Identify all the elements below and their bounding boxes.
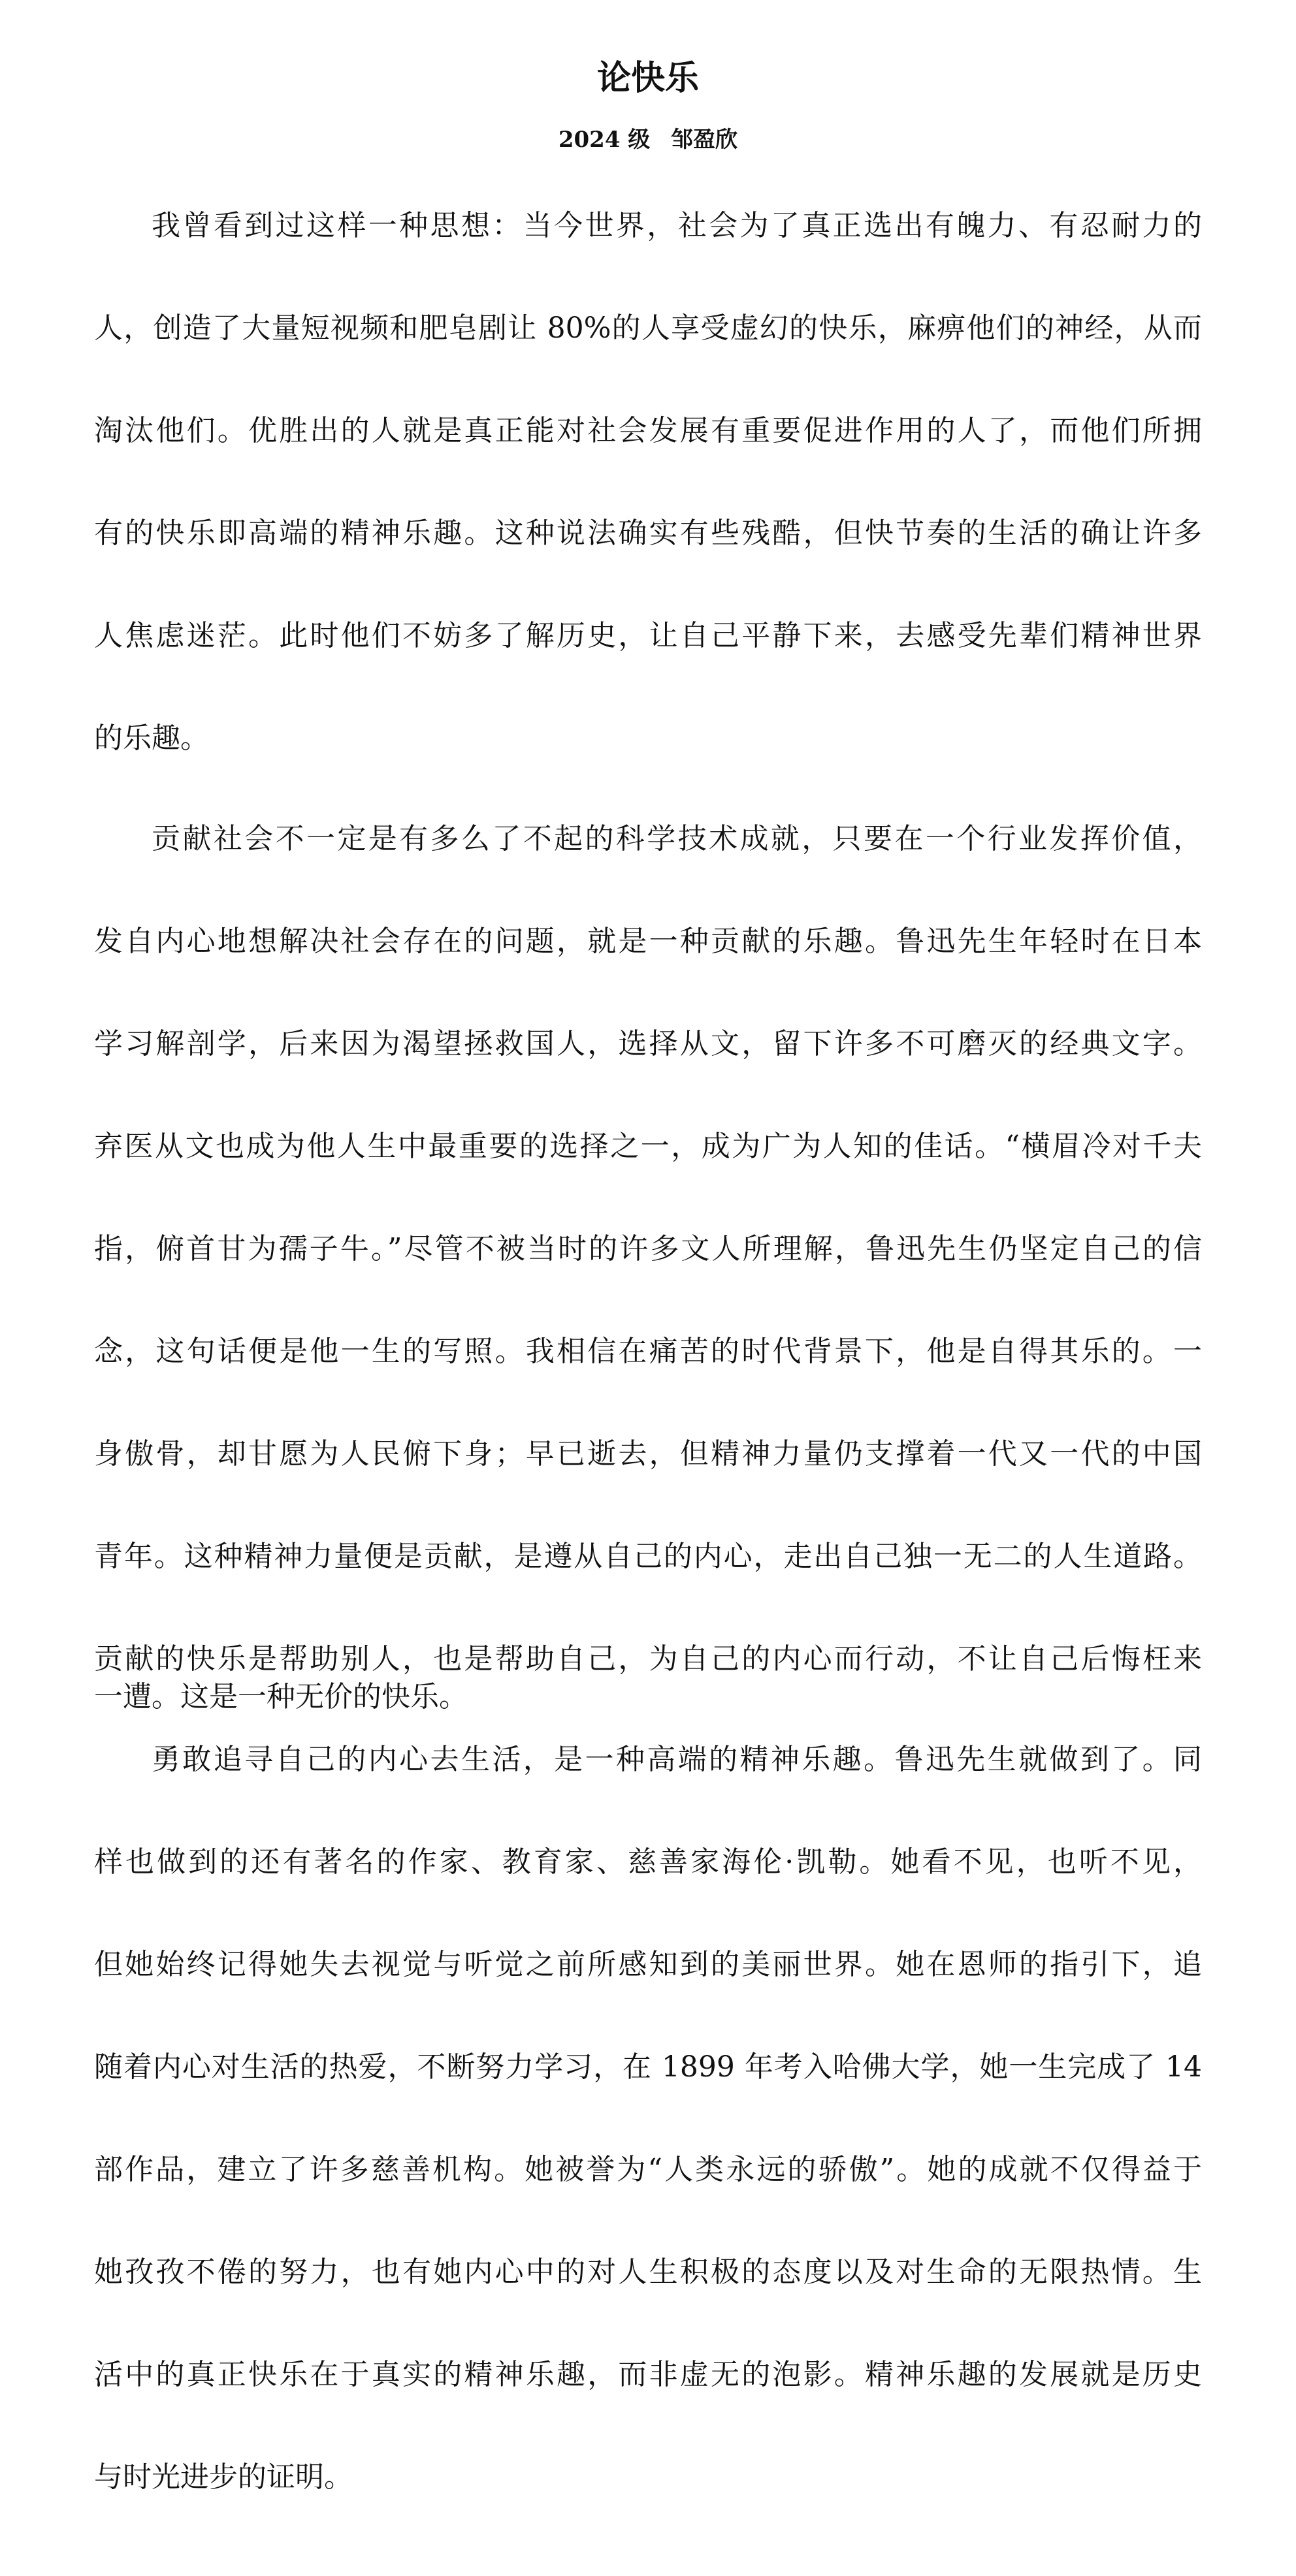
paragraph-2 — [94, 819, 1202, 1780]
paragraph-line: 一遭。这是一种无价的快乐。 — [94, 1680, 468, 1713]
paragraph-line: 身傲骨，却甘愿为人民俯下身；早已逝去，但精神力量仍支撑着一代又一代的中国 — [94, 1437, 1202, 1471]
paragraph-line: 部作品，建立了许多慈善机构。她被誉为“人类永远的骄傲”。她的成就不仅得益于 — [94, 2153, 1202, 2186]
paragraph-3 — [94, 1740, 1202, 2560]
paragraph-line: 人，创造了大量短视频和肥皂剧让 80%的人享受虚幻的快乐，麻痹他们的神经，从而 — [94, 311, 1202, 345]
paragraph-line: 发自内心地想解决社会存在的问题，就是一种贡献的乐趣。鲁迅先生年轻时在日本 — [94, 925, 1202, 958]
paragraph-line: 有的快乐即高端的精神乐趣。这种说法确实有些残酷，但快节奏的生活的确让许多 — [94, 517, 1202, 550]
paragraph-line: 活中的真正快乐在于真实的精神乐趣，而非虚无的泡影。精神乐趣的发展就是历史 — [94, 2358, 1202, 2391]
paragraph-line: 我曾看到过这样一种思想：当今世界，社会为了真正选出有魄力、有忍耐力的 — [152, 209, 1202, 242]
paragraph-line: 指，俯首甘为孺子牛。”尽管不被当时的许多文人所理解，鲁迅先生仍坚定自己的信 — [94, 1232, 1202, 1265]
paragraph-line: 人焦虑迷茫。此时他们不妨多了解历史，让自己平静下来，去感受先辈们精神世界 — [94, 619, 1202, 652]
paragraph-line: 贡献的快乐是帮助别人，也是帮助自己，为自己的内心而行动，不让自己后悔枉来 — [94, 1642, 1202, 1676]
paragraph-line: 但她始终记得她失去视觉与听觉之前所感知到的美丽世界。她在恩师的指引下，追 — [94, 1948, 1202, 1981]
paragraph-line: 学习解剖学，后来因为渴望拯救国人，选择从文，留下许多不可磨灭的经典文字。 — [94, 1027, 1202, 1060]
paragraph-line: 勇敢追寻自己的内心去生活，是一种高端的精神乐趣。鲁迅先生就做到了。同 — [152, 1743, 1202, 1776]
paragraph-line: 淘汰他们。优胜出的人就是真正能对社会发展有重要促进作用的人了，而他们所拥 — [94, 414, 1202, 447]
author-line — [0, 124, 1296, 155]
author-class-year: 2024 级 — [558, 127, 651, 153]
paragraph-line: 青年。这种精神力量便是贡献，是遵从自己的内心，走出自己独一无二的人生道路。 — [94, 1540, 1202, 1573]
paragraph-line: 随着内心对生活的热爱，不断努力学习，在 1899 年考入哈佛大学，她一生完成了 14 — [94, 2050, 1202, 2084]
paragraph-line: 与时光进步的证明。 — [94, 2460, 353, 2494]
paragraph-line: 的乐趣。 — [94, 722, 209, 755]
paragraph-1 — [94, 206, 1202, 821]
paragraph-line: 贡献社会不一定是有多么了不起的科学技术成就，只要在一个行业发挥价值， — [152, 822, 1202, 855]
paragraph-line: 样也做到的还有著名的作家、教育家、慈善家海伦·凯勒。她看不见，也听不见， — [94, 1845, 1202, 1879]
essay-title: 论快乐 — [596, 59, 699, 98]
paragraph-line: 念，这句话便是他一生的写照。我相信在痛苦的时代背景下，他是自得其乐的。一 — [94, 1335, 1202, 1368]
paragraph-line: 弃医从文也成为他人生中最重要的选择之一，成为广为人知的佳话。“横眉冷对千夫 — [94, 1130, 1202, 1163]
paragraph-line: 她孜孜不倦的努力，也有她内心中的对人生积极的态度以及对生命的无限热情。生 — [94, 2255, 1202, 2289]
author-name: 邹盈欣 — [671, 127, 738, 153]
